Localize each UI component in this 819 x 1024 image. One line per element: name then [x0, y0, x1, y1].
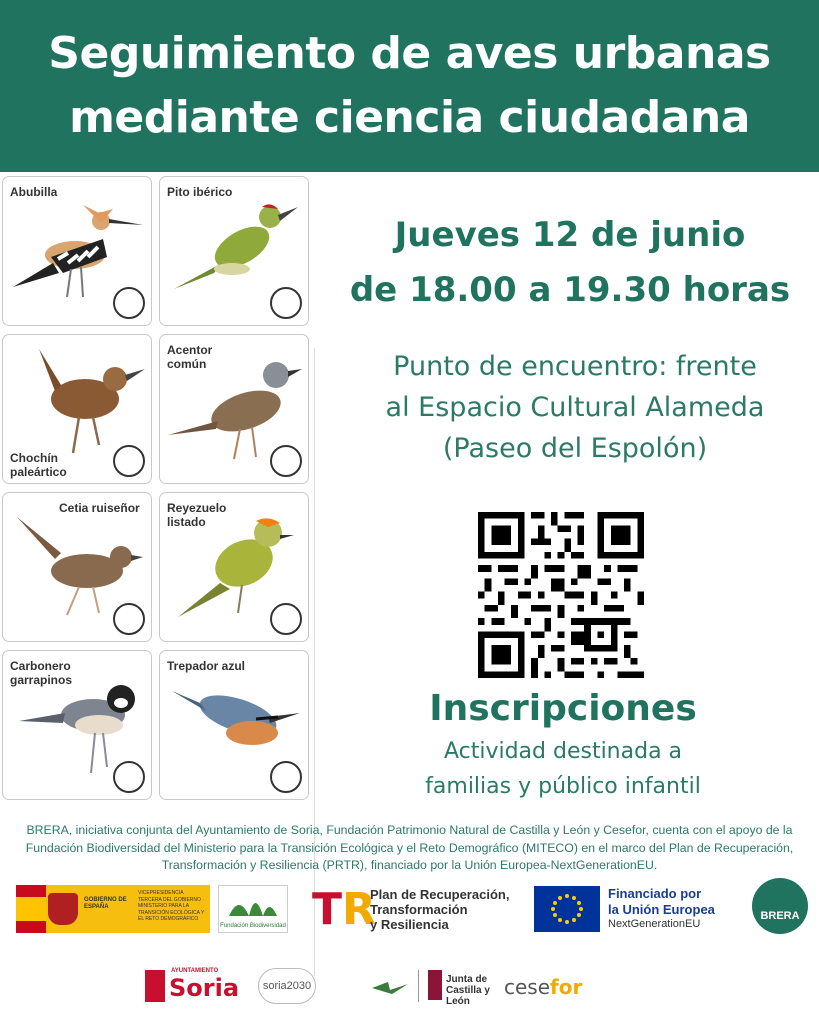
- ministerio-label: VICEPRESIDENCIA TERCERA DEL GOBIERNO · MINISTERIO PARA LA TRANSICIÓN ECOLÓGICA Y EL RETO DEMOGRÁFICO: [138, 890, 205, 922]
- bird-name: Abubilla: [10, 185, 58, 199]
- tr-mark-icon: TR: [312, 884, 376, 935]
- meeting-point-line-2: al Espacio Cultural Alameda: [385, 392, 765, 423]
- cesefor-logo: [504, 970, 604, 1004]
- junta-line-2: Castilla y León: [446, 985, 490, 1007]
- bird-name: Carbonero garrapinos: [10, 659, 73, 687]
- eu-funding-logo: [534, 886, 734, 932]
- title-banner: [0, 0, 819, 172]
- bird-card-pito-iberico: [159, 176, 309, 326]
- fundacion-label: Fundación Biodiversidad: [220, 923, 286, 929]
- soria-shield-icon: [145, 970, 165, 1002]
- patrimonio-natural-icon: [370, 976, 410, 996]
- meeting-point-line-1: Punto de encuentro: frente: [393, 351, 757, 382]
- ayuntamiento-soria-logo: [145, 968, 245, 1004]
- bird-card-carbonero: [2, 650, 152, 800]
- gobierno-espana-logo: [16, 885, 210, 933]
- junta-label: [446, 974, 500, 1007]
- cesefor-part-1: cese: [504, 975, 551, 999]
- gobierno-label: GOBIERNO DE ESPAÑA: [84, 897, 127, 910]
- title-line-1: Seguimiento de aves urbanas: [48, 28, 771, 79]
- checkbox-circle[interactable]: [113, 287, 145, 319]
- prtr-line-2: Transformación: [370, 902, 468, 917]
- checkbox-circle[interactable]: [270, 603, 302, 635]
- meeting-point: [330, 346, 819, 469]
- bird-name: Cetia ruiseñor: [59, 501, 140, 515]
- soria2030-logo: [258, 968, 316, 1004]
- ayuntamiento-label: AYUNTAMIENTO: [171, 968, 219, 974]
- castilla-leon-logo: [370, 968, 500, 1007]
- soria2030-label: soria2030: [262, 980, 312, 992]
- bird-card-chochin: [2, 334, 152, 484]
- bird-card-reyezuelo: [159, 492, 309, 642]
- junta-crest-icon: [428, 970, 442, 1000]
- soria-label: Soria: [169, 974, 240, 1002]
- checkbox-circle[interactable]: [270, 761, 302, 793]
- bird-name: Pito ibérico: [167, 185, 233, 199]
- registration-qr-code[interactable]: [478, 512, 644, 678]
- eu-label: [608, 886, 715, 918]
- target-audience-line-2: familias y público infantil: [425, 774, 701, 799]
- card-column-edge: [314, 348, 318, 976]
- eu-stars-icon: [534, 886, 600, 932]
- bird-card-trepador: [159, 650, 309, 800]
- target-audience: [330, 734, 796, 804]
- bird-checklist: [0, 174, 318, 802]
- meeting-point-line-3: (Paseo del Espolón): [442, 433, 708, 464]
- prtr-label: [370, 887, 509, 932]
- bird-card-acentor: [159, 334, 309, 484]
- junta-line-1: Junta de: [446, 974, 488, 985]
- target-audience-line-1: Actividad destinada a: [443, 739, 683, 764]
- checkbox-circle[interactable]: [113, 603, 145, 635]
- coat-of-arms-icon: [48, 893, 78, 925]
- brera-label: BRERA: [760, 910, 800, 922]
- checkbox-circle[interactable]: [113, 761, 145, 793]
- cesefor-part-2: for: [550, 975, 583, 999]
- bird-card-cetia: [2, 492, 152, 642]
- bird-name: Reyezuelo listado: [167, 501, 227, 529]
- prtr-line-3: y Resiliencia: [370, 917, 449, 932]
- logo-divider: [418, 970, 419, 1002]
- event-datetime: [330, 208, 810, 318]
- fundacion-biodiversidad-logo: [218, 885, 288, 933]
- checkbox-circle[interactable]: [113, 445, 145, 477]
- page-title: [0, 0, 819, 150]
- eu-line-1: Financiado por: [608, 886, 702, 901]
- bird-name: Trepador azul: [167, 659, 246, 673]
- funding-statement: BRERA, iniciativa conjunta del Ayuntamiento de Soria, Fundación Patrimonio Natural de Castilla y León y Cesefor, cuenta con el apoyo de la Fundación Biodiversidad del Ministerio para la Transición Ecológica y el Reto Demográfico (MITECO) en el marco del Plan de Recuperación, Transformación y Resiliencia (PRTR), financiado por la Unión Europea-NextGenerationEU.: [25, 823, 794, 872]
- checkbox-circle[interactable]: [270, 445, 302, 477]
- eu-flag-icon: [534, 886, 600, 932]
- checkbox-circle[interactable]: [270, 287, 302, 319]
- spain-flag-icon: [16, 885, 46, 933]
- brera-logo: [752, 878, 808, 934]
- bird-card-abubilla: [2, 176, 152, 326]
- eu-line-2: la Unión Europea: [608, 902, 715, 917]
- event-date: Jueves 12 de junio: [394, 215, 746, 255]
- event-time: de 18.00 a 19.30 horas: [349, 270, 791, 310]
- prtr-logo: [302, 883, 522, 937]
- grass-icon: [219, 886, 287, 920]
- bird-name: Chochín paleártico: [10, 451, 67, 479]
- prtr-line-1: Plan de Recuperación,: [370, 887, 510, 902]
- title-line-2: mediante ciencia ciudadana: [69, 92, 750, 143]
- registration-heading: Inscripciones: [429, 688, 697, 729]
- nextgen-label: NextGenerationEU: [608, 918, 701, 930]
- bird-name: Acentor común: [167, 343, 213, 371]
